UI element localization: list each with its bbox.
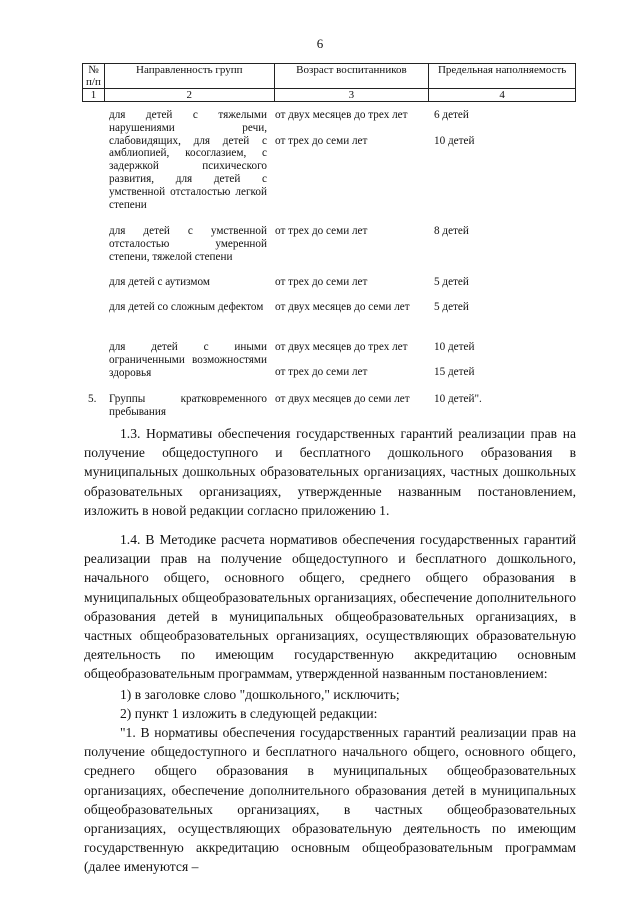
table-row-age: от двух месяцев до семи лет — [275, 393, 410, 405]
table-row-direction: для детей с тяжелыми нарушениями речи, слабовидящих, для детей с амблиопией, косоглазием, с задержкой психического развития, для детей с умственной отсталостью легкой степени — [109, 109, 267, 211]
header-capacity: Предельная наполняемость — [429, 64, 576, 89]
table-row-direction: для детей с аутизмом — [109, 276, 210, 288]
table-row-capacity: 5 детей — [434, 301, 469, 313]
table-row-capacity: 10 детей". — [434, 393, 482, 405]
table-header — [82, 63, 576, 102]
table-row-capacity: 10 детей — [434, 135, 475, 147]
table-row-capacity: 10 детей — [434, 341, 475, 353]
table-row-capacity: 8 детей — [434, 225, 469, 237]
paragraph-item-2: 2) пункт 1 изложить в следующей редакции: — [120, 706, 378, 721]
paragraph-1-3: 1.3. Нормативы обеспечения государственных гарантий реализации прав на получение общедоступного и бесплатного дошкольного образования в муниципальных дошкольных образовательных организациях, частных дошкольных образовательных организациях, утвержденные названным постановлением, изложить в новой редакции согласно приложению 1. — [84, 426, 576, 518]
table-row-age: от двух месяцев до трех лет — [275, 341, 408, 353]
table-row-age: от трех до семи лет — [275, 366, 368, 378]
header-age: Возраст воспитанников — [274, 64, 429, 89]
paragraph-quote: "1. В нормативы обеспечения государственных гарантий реализации прав на получение общедоступного и бесплатного начального общего, основного общего, среднего общего образования в муниципальных общеобразовательных организациях, обеспечение дополнительного образования детей в муниципальных общеобразовательных организациях, в частных общеобразовательных организациях, осуществляющих образовательную деятельность по имеющим государственную аккредитацию основным общеобразовательным программам (далее именуются – — [84, 725, 576, 875]
header-index-1: 1 — [83, 89, 105, 102]
table-row-direction: для детей с иными ограниченными возможностями здоровья — [109, 341, 267, 379]
table-row-age: от трех до семи лет — [275, 276, 368, 288]
table-row-age: от двух месяцев до трех лет — [275, 109, 408, 121]
paragraph-1-4: 1.4. В Методике расчета нормативов обеспечения государственных гарантий реализации прав на получение общедоступного и бесплатного дошкольного, начального общего, основного общего, среднего общего образования в муниципальных общеобразовательных организациях, обеспечение дополнительного образования детей в муниципальных общеобразовательных организациях, в частных общеобразовательных организациях, осуществляющих образовательную деятельность по имеющим государственную аккредитацию основным общеобразовательным программам, утвержденной названным постановлением: — [84, 532, 576, 682]
table-row-age: от трех до семи лет — [275, 225, 368, 237]
table-row-capacity: 15 детей — [434, 366, 475, 378]
table-row-direction: для детей с умственной отсталостью умеренной степени, тяжелой степени — [109, 225, 267, 263]
table-row-age: от трех до семи лет — [275, 135, 368, 147]
table-row-direction: Группы кратковременного пребывания — [109, 393, 267, 418]
table-row-direction: для детей со сложным дефектом — [109, 301, 264, 313]
table-row-capacity: 6 детей — [434, 109, 469, 121]
table-row-age: от двух месяцев до семи лет — [275, 301, 410, 313]
table-row-number: 5. — [88, 393, 97, 405]
header-index-4: 4 — [429, 89, 576, 102]
header-direction: Направленность групп — [104, 64, 274, 89]
header-index-2: 2 — [104, 89, 274, 102]
header-num: № п/п — [83, 64, 105, 89]
header-index-3: 3 — [274, 89, 429, 102]
page-number: 6 — [316, 36, 324, 51]
table-row-capacity: 5 детей — [434, 276, 469, 288]
paragraph-item-1: 1) в заголовке слово "дошкольного," исключить; — [120, 687, 400, 702]
